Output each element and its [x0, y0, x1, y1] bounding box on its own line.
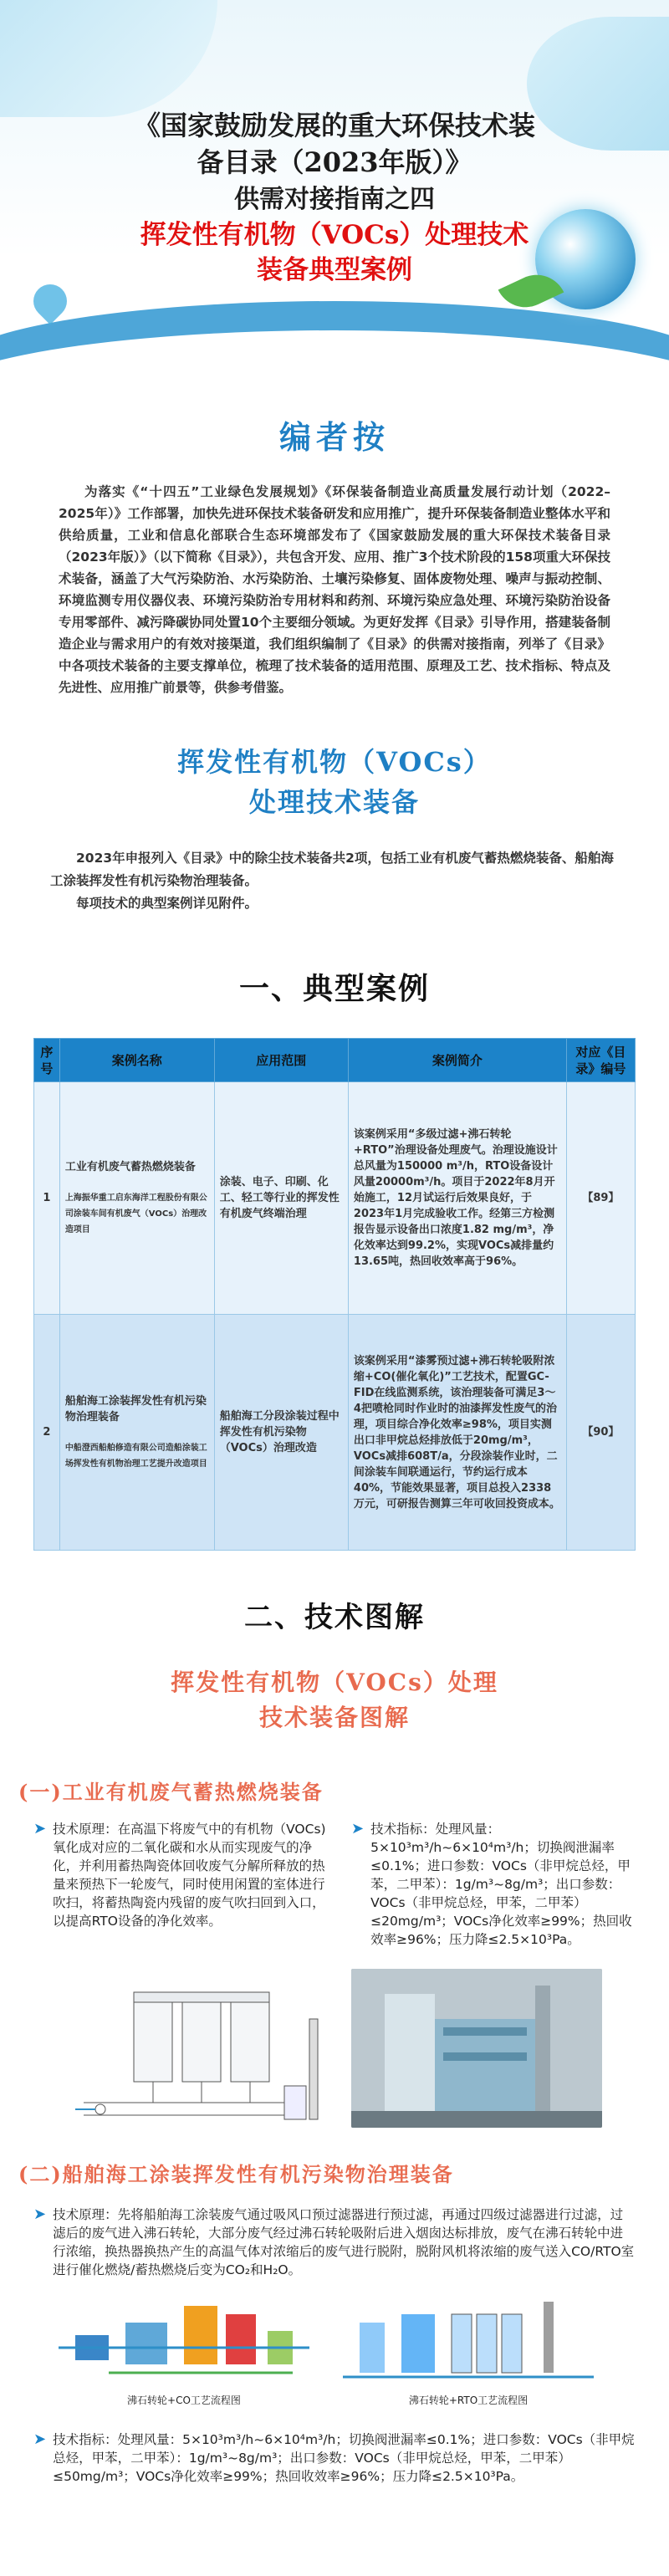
- table-row: [34, 1315, 636, 1551]
- spec-text: 技术指标：处理风量：5×10³m³/h~6×10⁴m³/h；切换阀泄漏率≤0.1%；进口参数：VOCs（非甲烷总烃，甲苯，二甲苯）：1g/m³~8g/m³；出口参数：VOCs（非甲烷总烃，甲苯，二甲苯）≤50mg/m³；VOCs净化效率≥99%；热回收效率≥96%；压力降≤2.5×10³Pa。: [53, 2432, 635, 2484]
- header-num: 序号: [34, 1039, 60, 1082]
- diagrams-title-line: 技术装备图解: [258, 1704, 410, 1731]
- table-header-row: [34, 1039, 636, 1082]
- intro-paragraph: 2023年申报列入《目录》中的除尘技术装备共2项，包括工业有机废气蓄热燃烧装备、船舶海工涂装挥发性有机污染物治理装备。: [50, 851, 614, 888]
- cell-desc: 该案例采用“漆雾预过滤+沸石转轮吸附浓缩+CO(催化氧化)”工艺技术，配置GC-FID在线监测系统，该治理装备可满足3～4把喷枪同时作业时的油漆挥发性废气的治理，项目综合净化效率≥98%，项目实测出口非甲烷总烃排放低于20mg/m³，VOCs减排608T/a，分段涂装作业时，二间涂装车间联通运行，节约运行成本40%，节能效果显著，项目总投入2338万元，可研报告测算三年可收回投资成本。: [348, 1315, 566, 1551]
- cell-num: 2: [34, 1315, 60, 1551]
- case-name: 船舶海工涂装挥发性有机污染物治理装备: [64, 1394, 207, 1423]
- bullet-arrow-icon: ➤: [351, 1820, 365, 1837]
- case-project: 中船澄西船舶修造有限公司造船涂装工场挥发性有机物治理工艺提升改造项目: [64, 1443, 207, 1469]
- subsection-2-figures: [59, 2297, 644, 2407]
- tech-title-line: 挥发性有机物（VOCs）: [177, 746, 492, 778]
- header-desc: 案例简介: [348, 1039, 566, 1082]
- spec-text: 技术指标：处理风量：5×10³m³/h~6×10⁴m³/h；切换阀泄漏率≤0.1%；进口参数：VOCs（非甲烷总烃，甲苯，二甲苯）：1g/m³~8g/m³；出口参数：VOCs（非甲烷总烃，甲苯，二甲苯）≤20mg/m³；VOCs净化效率≥99%；热回收效率≥96%；压力降≤2.5×10³Pa。: [370, 1822, 632, 1947]
- table-row: [34, 1082, 636, 1315]
- cases-section-title: 一、典型案例: [238, 971, 430, 1006]
- principle-item: [33, 1820, 326, 1949]
- tech-section-title: [0, 742, 669, 822]
- hero-red-title: 装备典型案例: [257, 255, 412, 285]
- cell-scope: 涂装、电子、印刷、化工、轻工等行业的挥发性有机废气终端治理: [214, 1082, 348, 1315]
- bullet-arrow-icon: ➤: [33, 2205, 47, 2223]
- cell-ref: 【89】: [566, 1082, 635, 1315]
- principle-text: 技术原理：先将船舶海工涂装废气通过吸风口预过滤器进行预过滤，再通过四级过滤器进行过滤，过滤后的废气进入沸石转轮，大部分废气经过沸石转轮吸附后进入烟囱达标排放，废气在沸石转轮中进行浓缩，换热器换热产生的高温气体对浓缩后的废气进行脱附，脱附风机将浓缩的废气送入CO/RTO室进行催化燃烧/蓄热燃烧后变为CO₂和H₂O。: [53, 2207, 635, 2277]
- case-project: 上海振华重工启东海洋工程股份有限公司涂装车间有机废气（VOCs）治理改造项目: [64, 1193, 207, 1234]
- co-flow-figure: [59, 2297, 309, 2407]
- cell-name: [59, 1315, 214, 1551]
- diagrams-title-line: 挥发性有机物（VOCs）处理: [171, 1669, 498, 1696]
- figure-caption: 沸石转轮+CO工艺流程图: [127, 2395, 241, 2406]
- principle-item: [33, 2205, 636, 2279]
- rto-equipment-photo: [351, 1969, 602, 2128]
- rto-flow-diagram: [75, 1986, 326, 2128]
- case-name: 工业有机废气蓄热燃烧装备: [64, 1160, 196, 1173]
- header-scope: 应用范围: [214, 1039, 348, 1082]
- hero-titles: [0, 107, 669, 288]
- diagrams-section-title: 二、技术图解: [244, 1601, 425, 1634]
- hero-title-line: 《国家鼓励发展的重大环保技术装: [133, 110, 535, 141]
- diagrams-title: [0, 1665, 669, 1735]
- subsection-1-text: [33, 1820, 644, 1949]
- hero-title-line: 备目录（2023年版）》: [197, 146, 472, 178]
- header-ref: 对应《目录》编号: [566, 1039, 635, 1082]
- editor-note-text: 为落实《“十四五”工业绿色发展规划》《环保装备制造业高质量发展行动计划（2022–2025年）》工作部署，加快先进环保技术装备研发和应用推广，提升环保装备制造业整体水平和供给质量，工业和信息化部联合生态环境部发布了《国家鼓励发展的重大环保技术装备目录（2023年版）》（以下简称《目录》），共包含开发、应用、推广3个技术阶段的158项重大环保技术装备，涵盖了大气污染防治、水污染防治、土壤污染修复、固体废物处理、噪声与振动控制、环境监测专用仪器仪表、环境污染防治专用材料和药剂、环境污染应急处理、环境污染防治设备专用零部件、减污降碳协同处置10个主要细分领域。为更好发挥《目录》引导作用，搭建装备制造企业与需求用户的有效对接渠道，我们组织编制了《目录》的供需对接指南，列举了《目录》中各项技术装备的主要支撑单位，梳理了技术装备的适用范围、原理及工艺、技术指标、特点及先进性、应用推广前景等，供参考借鉴。: [59, 484, 610, 695]
- hero-banner: [0, 0, 669, 368]
- spec-item: [33, 2430, 636, 2486]
- cell-name: [59, 1082, 214, 1315]
- principle-text: 技术原理：在高温下将废气中的有机物（VOCs)氧化成对应的二氧化碳和水从而实现废气的净化，并利用蓄热陶瓷体回收废气分解所释放的热量来预热下一轮废气，同时使用闲置的室体进行吹扫，将蓄热陶瓷内残留的废气吹扫回到入口，以提高RTO设备的净化效率。: [53, 1822, 326, 1929]
- tech-title-line: 处理技术装备: [248, 786, 420, 818]
- cell-ref: 【90】: [566, 1315, 635, 1551]
- editor-note-title: 编者按: [278, 418, 390, 456]
- intro-paragraph: 每项技术的典型案例详见附件。: [76, 896, 258, 911]
- decor-blob: [0, 0, 217, 117]
- subsection-heading-1: (一)工业有机废气蓄热燃烧装备: [18, 1780, 324, 1804]
- figure-caption: 沸石转轮+RTO工艺流程图: [408, 2395, 529, 2406]
- bullet-arrow-icon: ➤: [33, 1820, 47, 1837]
- hero-red-title: 挥发性有机物（VOCs）处理技术: [140, 220, 529, 250]
- rto-zeolite-flow-diagram: [343, 2297, 594, 2389]
- rto-flow-figure: [343, 2297, 594, 2407]
- cell-num: 1: [34, 1082, 60, 1315]
- co-flow-diagram: [59, 2297, 309, 2389]
- cell-scope: 船舶海工分段涂装过程中挥发性有机污染物（VOCs）治理改造: [214, 1315, 348, 1551]
- bullet-arrow-icon: ➤: [33, 2430, 47, 2448]
- cases-table-wrap: [33, 1038, 636, 1551]
- hero-subtitle: 供需对接指南之四: [234, 185, 435, 214]
- subsection-heading-2: (二)船舶海工涂装挥发性有机污染物治理装备: [18, 2162, 454, 2186]
- spec-item: [351, 1820, 644, 1949]
- header-name: 案例名称: [59, 1039, 214, 1082]
- cases-table: [33, 1038, 636, 1551]
- subsection-1-figures: [75, 1969, 644, 2128]
- cell-desc: 该案例采用“多级过滤+沸石转轮+RTO”治理设备处理废气。治理设施设计总风量为150000 m³/h，RTO设备设计风量20000m³/h。项目于2022年8月开始施工，12月试运行后效果良好，于2023年1月完成验收工作。经第三方检测报告显示设备出口浓度1.82 mg/m³，净化效率达到99.2%，实现VOCs减排量约13.65吨，热回收效率高于96%。: [348, 1082, 566, 1315]
- tech-intro: [50, 847, 619, 915]
